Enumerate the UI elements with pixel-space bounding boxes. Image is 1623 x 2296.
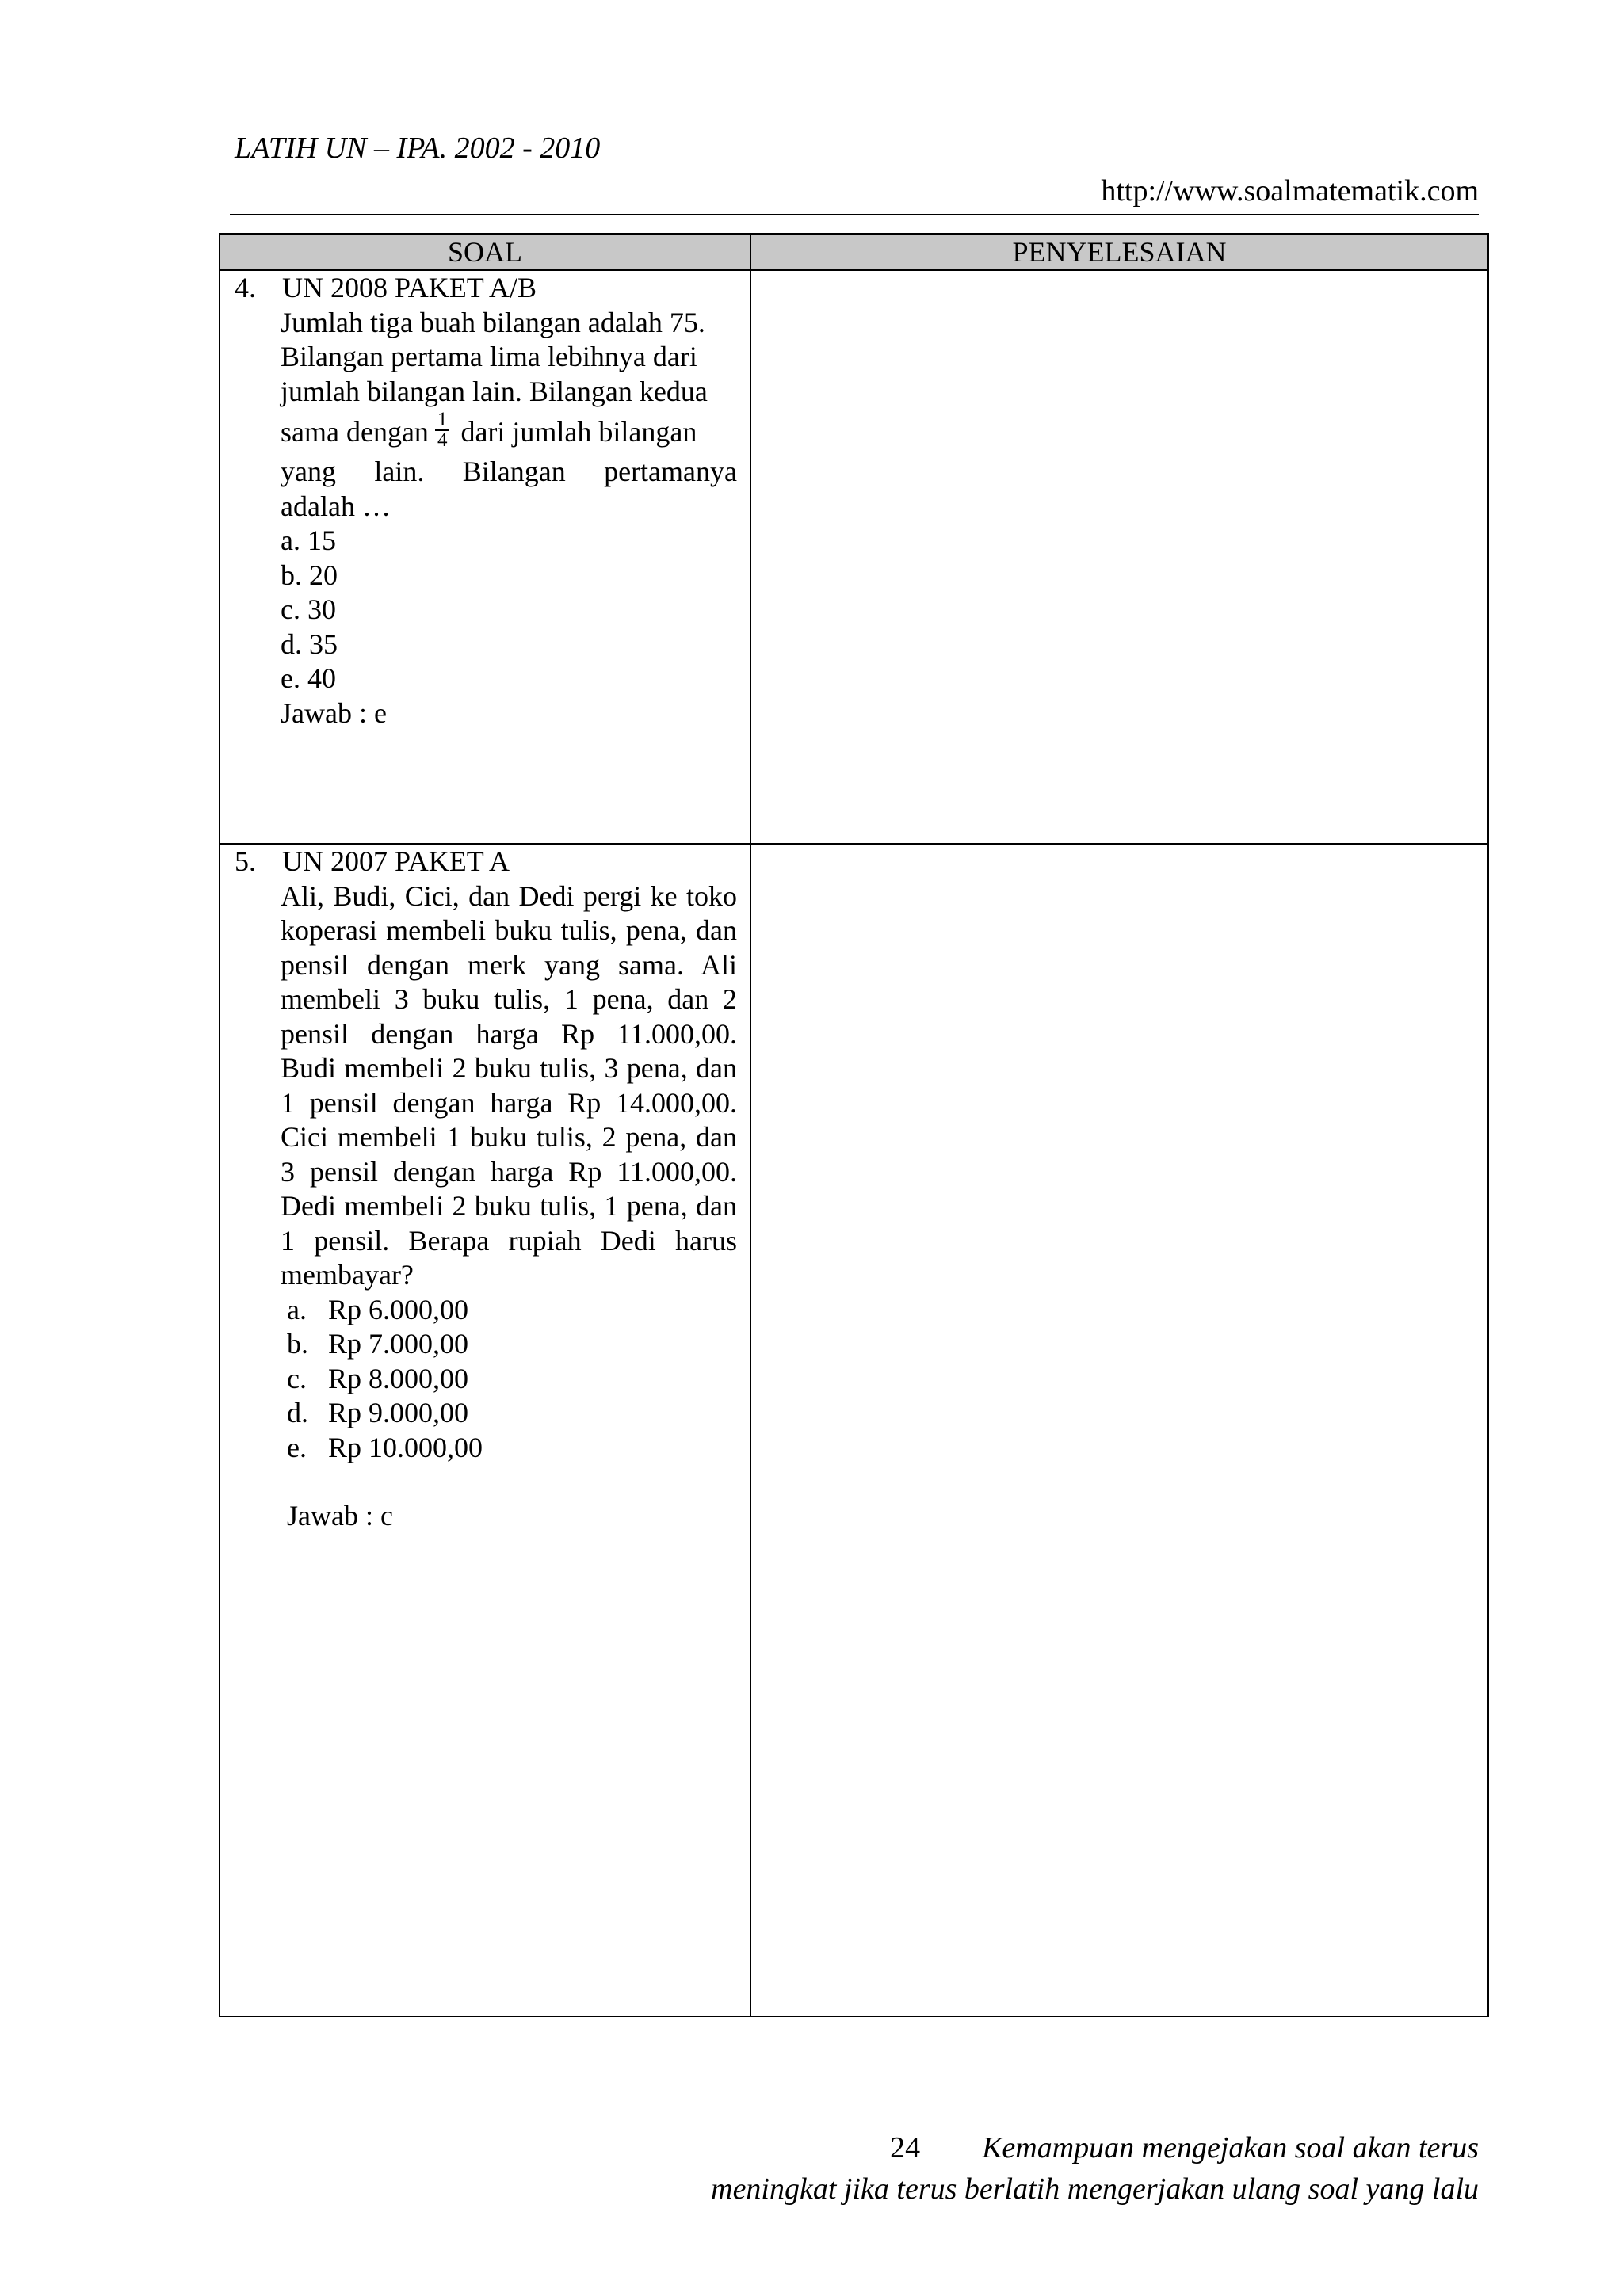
question-cell-4 [220,270,750,844]
footer-motto-1: Kemampuan mengejakan soal akan terus [982,2131,1479,2164]
website-url: http://www.soalmatematik.com [1101,174,1479,208]
question-cell-5 [220,844,750,2016]
option-value: Rp 10.000,00 [328,1431,483,1463]
question-line: jumlah bilangan lain. Bilangan kedua [281,375,708,407]
option-value: Rp 9.000,00 [328,1397,469,1428]
answer-key: Jawab : e [281,696,387,729]
question-heading: UN 2008 PAKET A/B [282,272,537,303]
solution-cell-5 [750,844,1488,2016]
option-b [220,1327,750,1362]
option-d: d. 35 [281,627,338,660]
question-line: Jumlah tiga buah bilangan adalah 75. [281,306,705,338]
option-a [220,1293,750,1328]
option-letter: c. [287,1362,307,1394]
option-value: Rp 7.000,00 [328,1328,469,1360]
footer-motto-2: meningkat jika terus berlatih mengerjakan ulang soal yang lalu [711,2172,1479,2206]
question-line: adalah … [281,490,391,522]
fraction [435,410,450,450]
question-heading: UN 2007 PAKET A [282,845,510,877]
question-line: yang lain. Bilangan pertamanya [281,456,737,487]
option-letter: a. [287,1293,307,1325]
option-letter: b. [287,1328,308,1360]
option-c: c. 30 [281,593,336,625]
option-letter: e. [287,1431,307,1463]
column-header-soal: SOAL [220,234,750,270]
option-a: a. 15 [281,524,336,556]
question-line: Bilangan pertama lima lebihnya dari [281,341,697,372]
page-number: 24 [890,2131,921,2164]
answer-key: Jawab : c [287,1500,393,1531]
option-d [220,1396,750,1431]
question-row-4 [220,270,1488,844]
column-header-penyelesaian: PENYELESAIAN [750,234,1488,270]
fraction-line [220,409,750,455]
fraction-numerator: 1 [435,410,450,431]
option-e [220,1431,750,1466]
document-title: LATIH UN – IPA. 2002 - 2010 [235,132,601,165]
fraction-suffix: dari jumlah bilangan [460,416,697,448]
option-c [220,1362,750,1397]
fraction-prefix: sama dengan [281,416,429,448]
footer-line-1 [890,2133,1479,2163]
solution-cell-4 [750,270,1488,844]
question-number: 4. [235,272,256,303]
question-row-5 [220,844,1488,2016]
question-number: 5. [235,845,256,877]
option-e: e. 40 [281,662,336,694]
option-value: Rp 6.000,00 [328,1293,469,1325]
header-rule [230,214,1479,215]
question-table [219,233,1489,2017]
fraction-denominator: 4 [437,429,448,451]
option-b: b. 20 [281,559,338,591]
option-letter: d. [287,1397,308,1428]
option-value: Rp 8.000,00 [328,1362,469,1394]
question-text: Ali, Budi, Cici, dan Dedi pergi ke toko koperasi membeli buku tulis, pena, dan pensil dengan merk yang sama. Ali membeli 3 buku tulis, 1 pena, dan 2 pensil dengan harga Rp 11.000,00. Budi membeli 2 buku tulis, 3 pena, dan 1 pensil dengan harga Rp 14.000,00. Cici membeli 1 buku tulis, 2 pena, dan 3 pensil dengan harga Rp 11.000,00. Dedi membeli 2 buku tulis, 1 pena, dan 1 pensil. Berapa rupiah Dedi harus membayar? [281,879,737,1291]
